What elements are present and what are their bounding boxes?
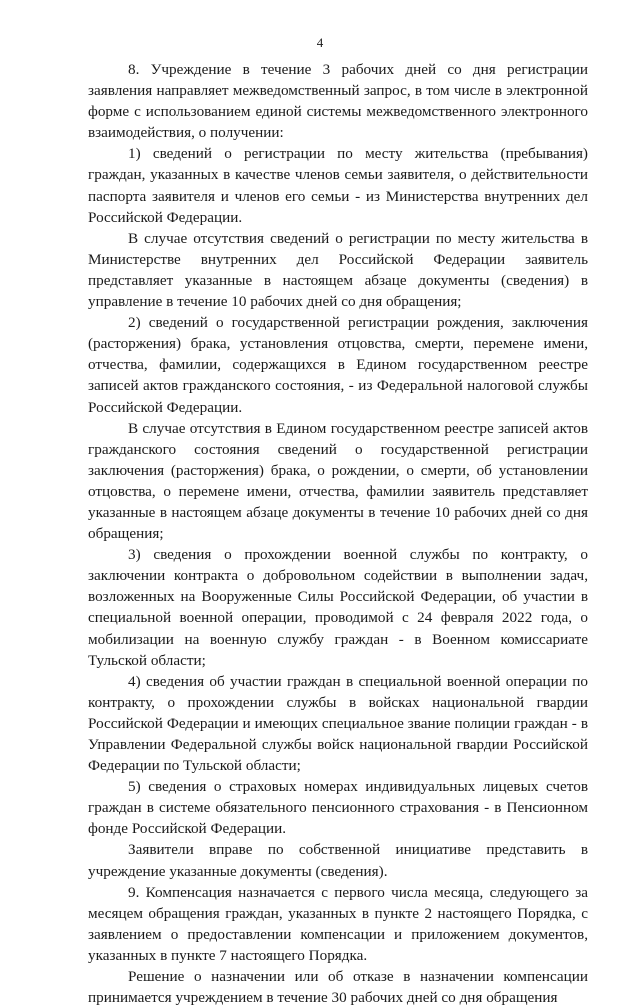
paragraph-subitem-2: 2) сведений о государственной регистрации рождения, заключения (расторжения) брака, установления отцовства, смерти, перемене имени, отчества, фамилии, содержащихся в Едином государственном реестре записей актов гражданского состояния, - из Федеральной налоговой службы Российской Федерации. [88,314,588,416]
paragraph-subitem-1-note: В случае отсутствия сведений о регистрации по месту жительства в Министерстве внутренних дел Российской Федерации заявитель представляет указанные в настоящем абзаце документы (сведения) в управление в течение 10 рабочих дней со дня обращения; [88,229,588,311]
paragraph-decision: Решение о назначении или об отказе в назначении компенсации принимается учреждением в течение 30 рабочих дней со дня обращения [88,968,588,1007]
paragraph-subitem-3: 3) сведения о прохождении военной службы по контракту, о заключении контракта о добровольном содействии в выполнении задач, возложенных на Вооруженные Силы Российской Федерации, об участии в специальной военной операции, проводимой с 24 февраля 2022 года, о мобилизации на военную службу граждан - в Военном комиссариате Тульской области; [88,546,588,669]
paragraph-subitem-1: 1) сведений о регистрации по месту жительства (пребывания) граждан, указанных в качестве членов семьи заявителя, о действительности паспорта заявителя и членов его семьи - из Министерства внутренних дел Российской Федерации. [88,145,588,226]
paragraph-subitem-5: 5) сведения о страховых номерах индивидуальных лицевых счетов граждан в системе обязательного пенсионного страхования - в Пенсионном фонде Российской Федерации. [88,778,588,838]
paragraph-subitem-2-note: В случае отсутствия в Едином государственном реестре записей актов гражданского состояния сведений о государственной регистрации заключения (расторжения) брака, о рождении, о смерти, об установлении отцовства, о перемене имени, отчества, фамилии заявитель представляет указанные в настоящем абзаце документы в течение 10 рабочих дней со дня обращения; [88,419,588,543]
paragraph-item-8: 8. Учреждение в течение 3 рабочих дней со дня регистрации заявления направляет межведомственный запрос, в том числе в электронной форме с использованием единой системы межведомственного электронного взаимодействия, о получении: [88,61,588,142]
paragraph-subitem-4: 4) сведения об участии граждан в специальной военной операции по контракту, о прохождении службы в войсках национальной гвардии Российской Федерации и имеющих специальное звание полиции граждан - в Управлении Федеральной службы войск национальной гвардии Российской Федерации по Тульской области; [88,672,588,775]
paragraph-applicants-right: Заявители вправе по собственной инициативе представить в учреждение указанные документы (сведения). [88,841,588,880]
paragraph-item-9: 9. Компенсация назначается с первого числа месяца, следующего за месяцем обращения граждан, указанных в пункте 2 настоящего Порядка, с заявлением о предоставлении компенсации и приложением документов, указанных в пункте 7 настоящего Порядка. [88,883,588,964]
page-number: 4 [316,35,324,50]
document-body [88,59,588,1008]
